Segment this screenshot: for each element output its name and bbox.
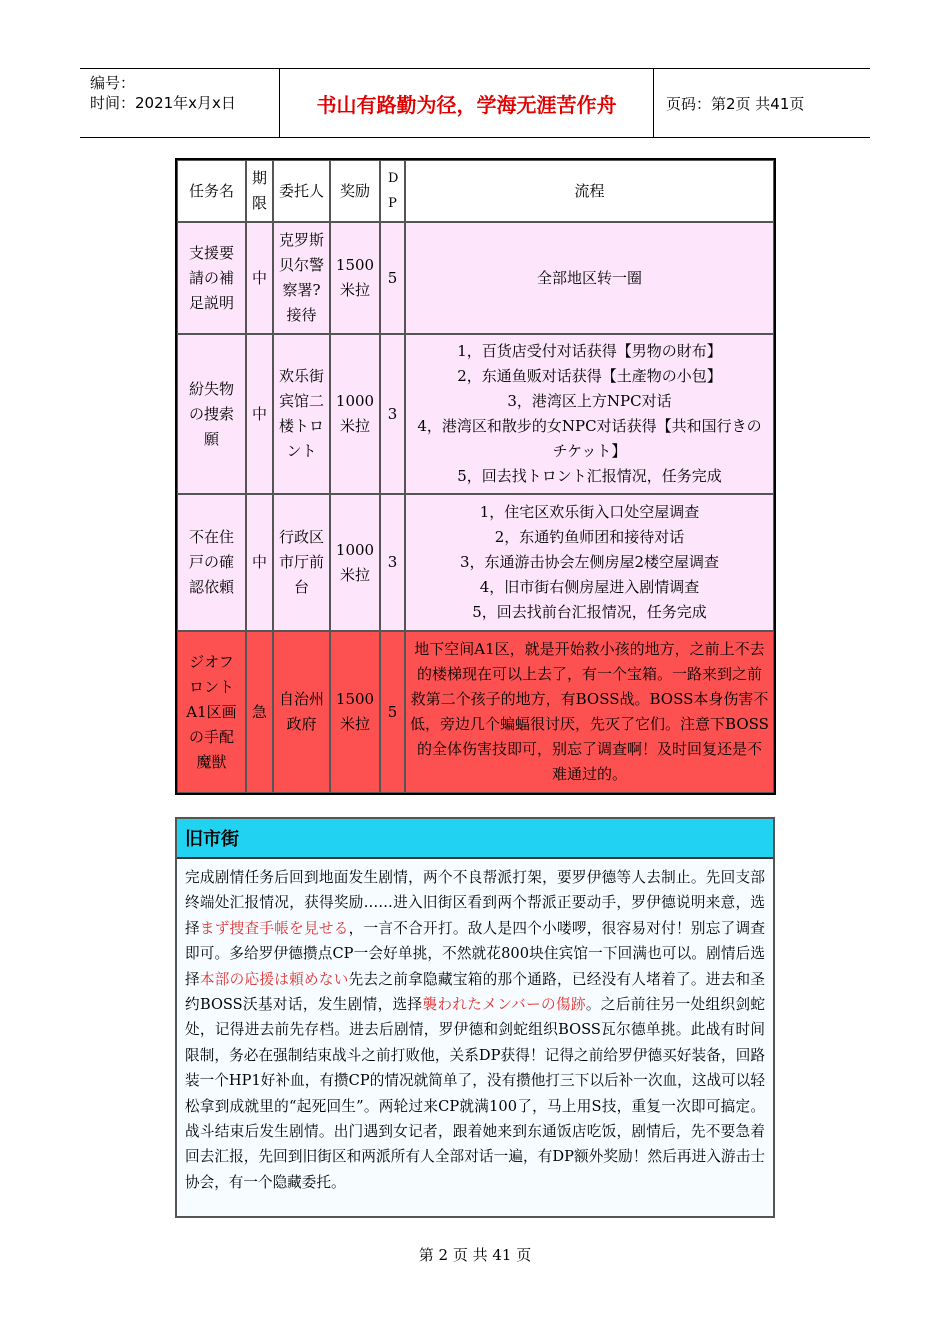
header-meta [80, 69, 280, 137]
quest-term: 急 [246, 631, 273, 793]
motto: 书山有路勤为径，学海无涯苦作舟 [280, 69, 654, 137]
flow-step: 3，东通游击协会左侧房屋2楼空屋调查 [459, 553, 720, 571]
col-header-term: 期限 [246, 160, 273, 222]
body-text: ，一言不合开打。敌人是四个小喽啰，很容易对付！别忘了调查即可。多给罗伊德攒点CP一会好单挑，不然就花800块住宾馆一下回满也可以。剧情后选择 [185, 919, 765, 988]
quest-reward: 1500米拉 [330, 631, 380, 793]
col-header-dp: DP [380, 160, 405, 222]
flow-step: 5，回去找前台汇报情况，任务完成 [472, 603, 707, 621]
flow-step: 2，东通鱼贩对话获得【土產物の小包】 [457, 367, 722, 385]
col-header-client: 委托人 [273, 160, 330, 222]
body-text: 完成剧情任务后回到地面发生剧情，两个不良帮派打架，要罗伊德等人去制止。先回支部终端处汇报情况，获得奖励……进入旧街区看到两个帮派正要动手，罗伊德说明来意，选择 [185, 869, 765, 937]
table-row [177, 494, 774, 631]
table-row [177, 222, 774, 334]
col-header-flow: 流程 [405, 160, 774, 222]
quest-name: 紛失物の捜索願 [177, 334, 246, 494]
table-header-row [177, 160, 774, 222]
quest-reward: 1500米拉 [330, 222, 380, 334]
quest-flow [405, 494, 774, 631]
flow-step: 1，住宅区欢乐街入口处空屋调查 [479, 503, 700, 521]
quest-term: 中 [246, 334, 273, 494]
highlight-choice: まず捜査手帳を見せる [199, 919, 349, 937]
quest-name: 支援要請の補足説明 [177, 222, 246, 334]
col-header-reward: 奖励 [330, 160, 380, 222]
flow-step: 地下空间A1区，就是开始救小孩的地方，之前上不去的楼梯现在可以上去了，有一个宝箱。一路来到之前救第二个孩子的地方，有BOSS战。BOSS本身伤害不低，旁边几个蝙蝠很讨厌，先灭了它们。注意下BOSS的全体伤害技即可，别忘了调查啊！及时回复还是不难通过的。 [410, 640, 769, 783]
quest-name: 不在住戸の確認依頼 [177, 494, 246, 631]
number-label: 编号： [90, 74, 136, 92]
quest-name: ジオフロントA1区画の手配魔獣 [177, 631, 246, 793]
old-town-section [175, 817, 775, 1218]
flow-step: 4，旧市街右侧房屋进入剧情调查 [479, 578, 700, 596]
flow-step: 3，港湾区上方NPC对话 [507, 392, 672, 410]
page-header [80, 68, 870, 138]
quest-reward: 1000米拉 [330, 494, 380, 631]
body-text: 先去之前拿隐藏宝箱的那个通路，已经没有人堵着了。进去和圣约BOSS沃基对话，发生剧情，选择 [185, 970, 765, 1014]
flow-step: 全部地区转一圈 [536, 268, 642, 287]
highlight-choice: 襲われたメンバーの傷跡 [422, 996, 586, 1014]
flow-step: 2，东通钓鱼师团和接待对话 [494, 528, 685, 546]
quest-flow [405, 631, 774, 793]
quest-client: 克罗斯贝尔警察署?接待 [273, 222, 330, 334]
col-header-name: 任务名 [177, 160, 246, 222]
quest-client: 欢乐街宾馆二楼トロント [273, 334, 330, 494]
page-footer: 第 2 页 共 41 页 [418, 1246, 532, 1264]
quest-table [175, 158, 776, 795]
highlight-choice: 本部の応援は頼めない [199, 970, 349, 988]
quest-client: 行政区市厅前台 [273, 494, 330, 631]
body-text: 。之后前往另一处组织剑蛇处，记得进去前先存档。进去后剧情，罗伊德和剑蛇组织BOSS瓦尔德单挑。此战有时间限制，务必在强制结束战斗之前打败他，关系DP获得！记得之前给罗伊德买好装备，回路装一个HP1好补血，有攒CP的情况就简单了，没有攒他打三下以后补一次血，这战可以轻松拿到成就里的“起死回生”。两轮过来CP就满100了，马上用S技，重复一次即可搞定。战斗结束后发生剧情。出门遇到女记者，跟着她来到东通饭店吃饭，剧情后，先不要急着回去汇报，先回到旧街区和两派所有人全部对话一遍，有DP额外奖励！然后再进入游击士协会，有一个隐藏委托。 [185, 996, 765, 1191]
quest-dp: 3 [380, 334, 405, 494]
quest-flow [405, 334, 774, 494]
flow-step: 4，港湾区和散步的女NPC对话获得【共和国行きのチケット】 [417, 417, 762, 460]
quest-term: 中 [246, 222, 273, 334]
table-row [177, 334, 774, 494]
page-info: 页码：第2页 共41页 [666, 94, 805, 113]
table-row [177, 631, 774, 793]
section-title: 旧市街 [177, 819, 773, 859]
quest-dp: 5 [380, 631, 405, 793]
flow-step: 1，百货店受付对话获得【男物の財布】 [457, 342, 722, 360]
quest-client: 自治州政府 [273, 631, 330, 793]
quest-flow [405, 222, 774, 334]
date-label: 时间：2021年x月x日 [90, 94, 236, 112]
section-body [177, 859, 773, 1216]
quest-reward: 1000米拉 [330, 334, 380, 494]
quest-dp: 3 [380, 494, 405, 631]
flow-step: 5，回去找トロント汇报情况，任务完成 [457, 467, 722, 485]
quest-term: 中 [246, 494, 273, 631]
quest-dp: 5 [380, 222, 405, 334]
